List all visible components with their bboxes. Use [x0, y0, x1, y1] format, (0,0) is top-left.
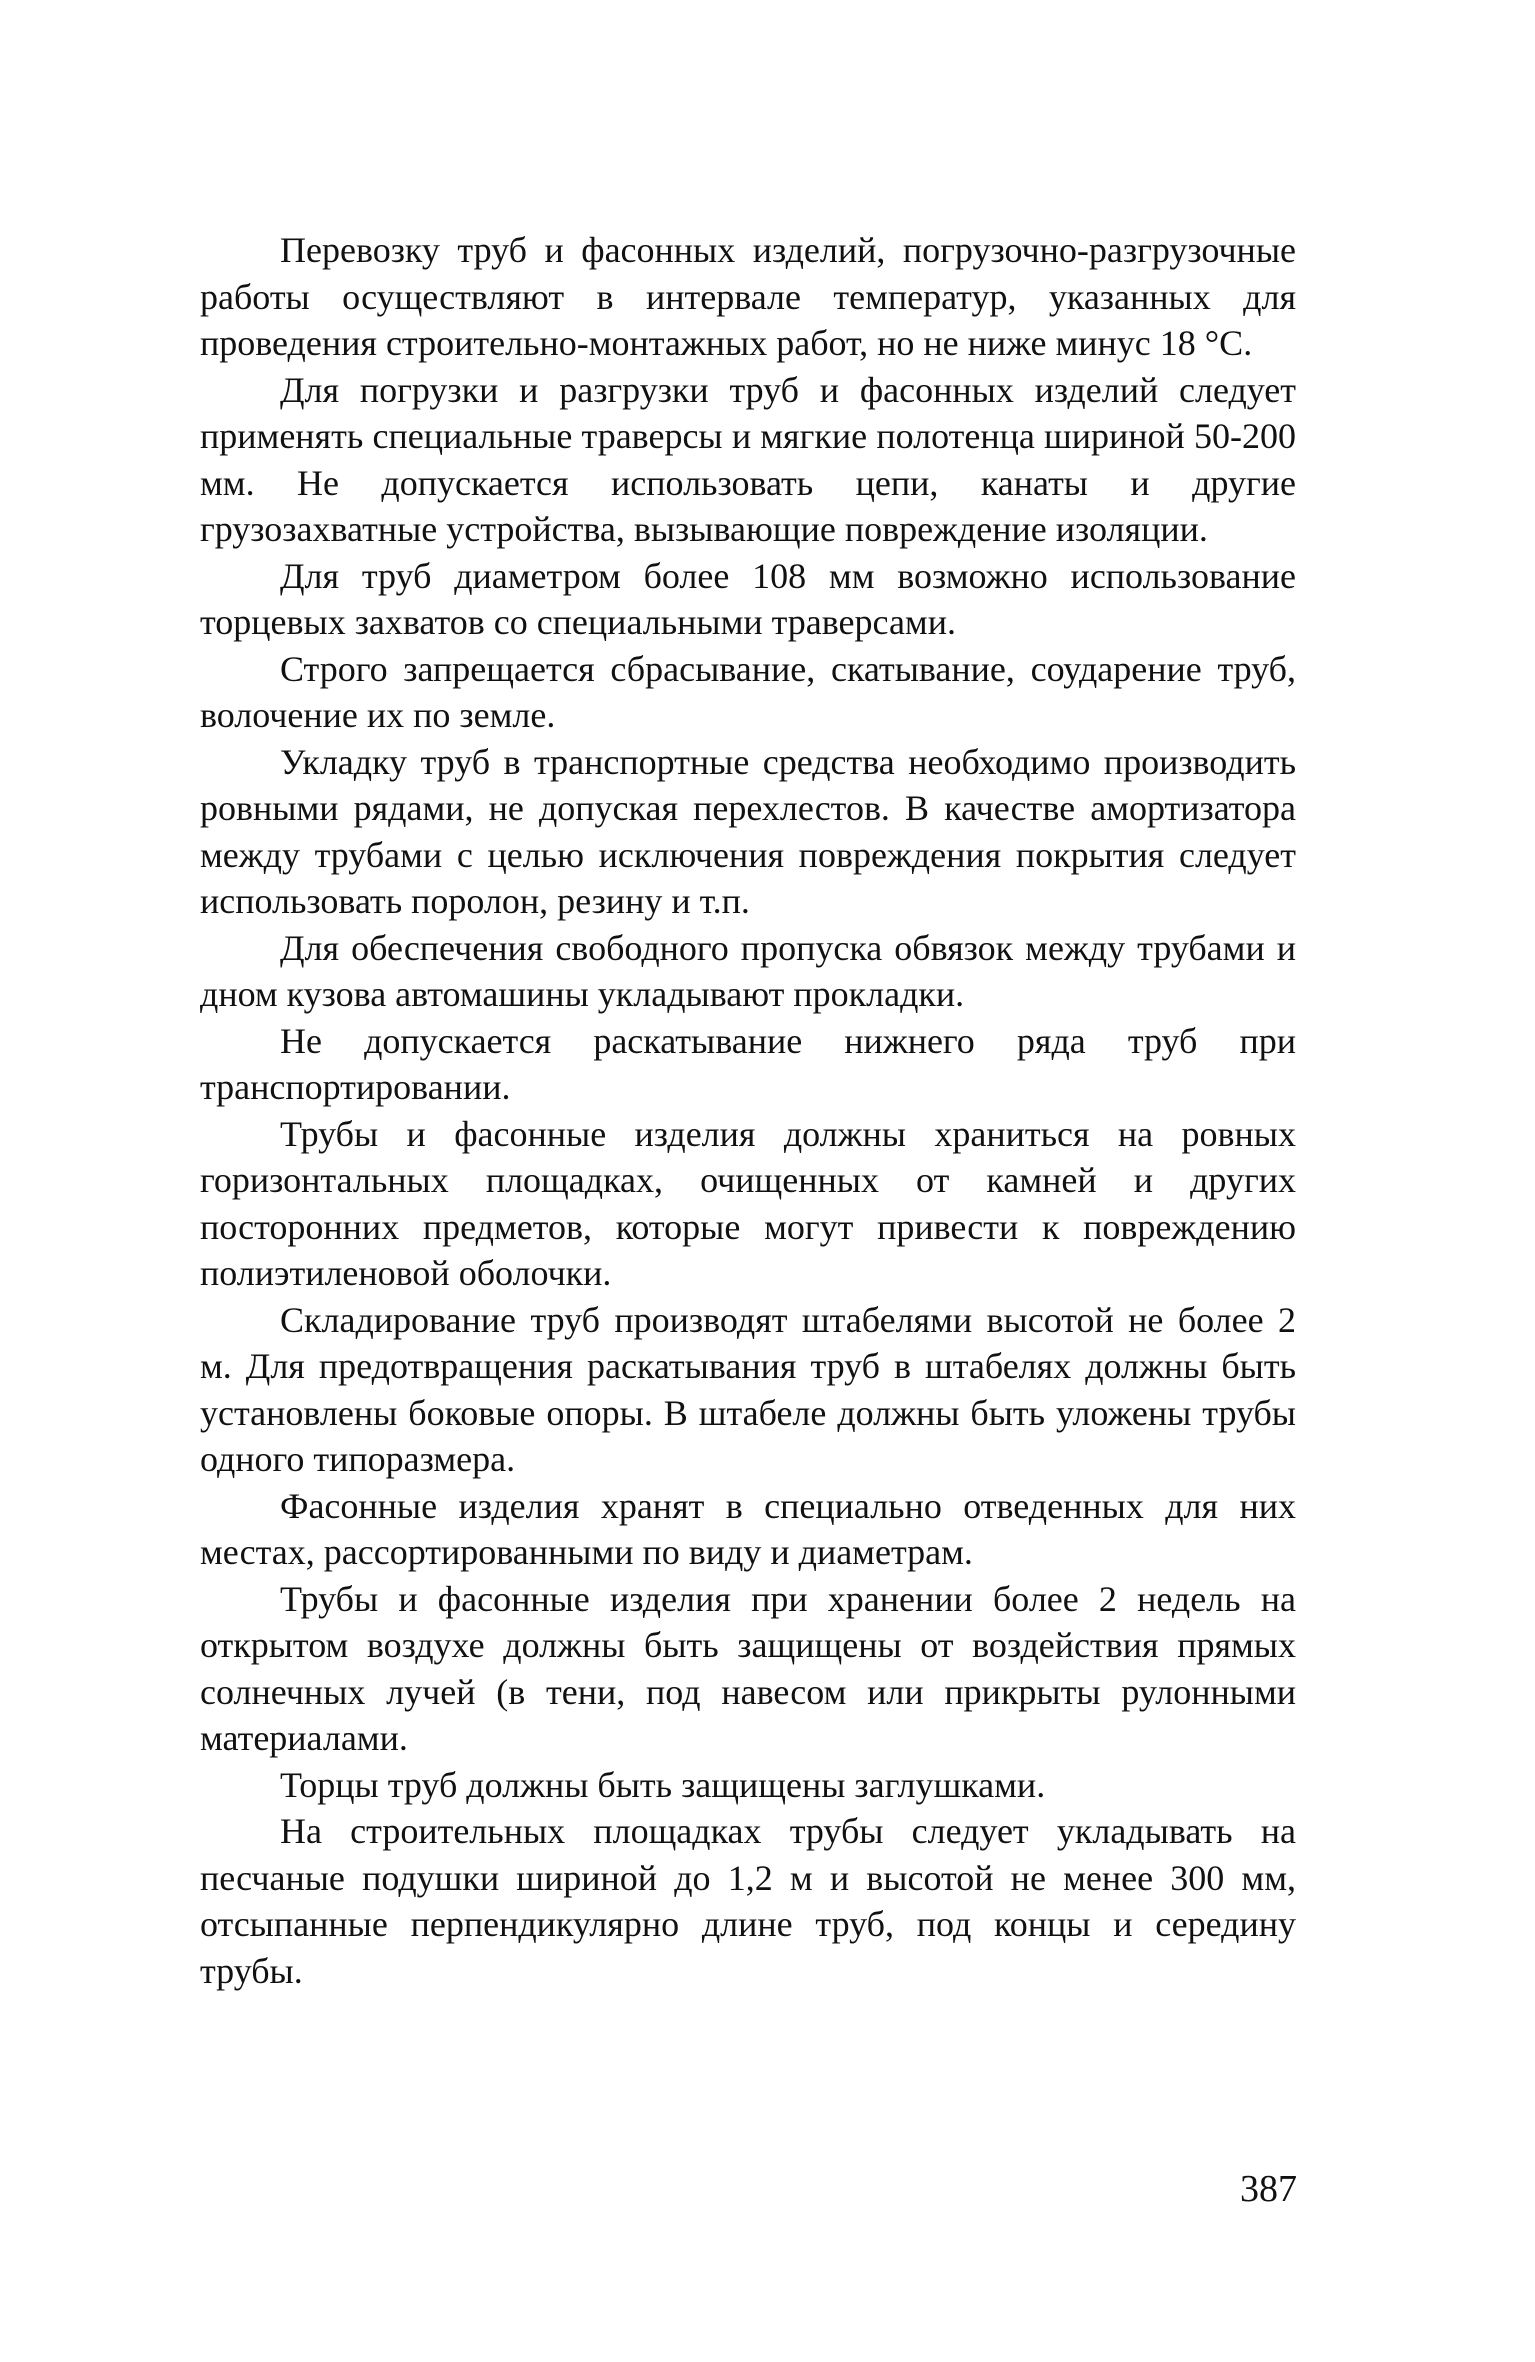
paragraph-loading-equipment: Для погрузки и разгрузки труб и фасонных изделий следует применять специальные траверсы и мягкие полотенца шириной 50-200 мм. Не допускается использовать цепи, канаты и другие грузозахватные устройства, вызывающие повреждение изоляции. [200, 369, 1296, 549]
page-number: 387 [1240, 2168, 1297, 2210]
paragraph-end-grips: Для труб диаметром более 108 мм возможно использование торцевых захватов со специальными траверсами. [200, 555, 1296, 642]
paragraph-sun-protection: Трубы и фасонные изделия при хранении более 2 недель на открытом воздухе должны быть защищены от воздействия прямых солнечных лучей (в тени, под навесом или прикрыты рулонными материалами. [200, 1578, 1296, 1758]
paragraph-transport-conditions: Перевозку труб и фасонных изделий, погрузочно-разгрузочные работы осуществляют в интервале температур, указанных для проведения строительно-монтажных работ, но не ниже минус 18 °С. [200, 230, 1296, 363]
paragraph-vehicle-stacking: Укладку труб в транспортные средства необходимо производить ровными рядами, не допуская перехлестов. В качестве амортизатора между трубами с целью исключения повреждения покрытия следует использовать поролон, резину и т.п. [200, 741, 1296, 921]
paragraph-spacers: Для обеспечения свободного пропуска обвязок между трубами и дном кузова автомашины укладывают прокладки. [200, 927, 1296, 1014]
paragraph-site-laying: На строительных площадках трубы следует укладывать на песчаные подушки шириной до 1,2 м и высотой не менее 300 мм, отсыпанные перпендикулярно длине труб, под концы и середину трубы. [200, 1811, 1296, 1991]
paragraph-end-caps: Торцы труб должны быть защищены заглушками. [280, 1764, 1046, 1805]
paragraph-rolling-prohibition: Не допускается раскатывание нижнего ряда труб при транспортировании. [200, 1020, 1296, 1107]
body-text [200, 227, 1296, 1994]
paragraph-storage-surface: Трубы и фасонные изделия должны храниться на ровных горизонтальных площадках, очищенных от камней и других посторонних предметов, которые могут привести к повреждению полиэтиленовой оболочки. [200, 1113, 1296, 1293]
paragraph-stacking-height: Складирование труб производят штабелями высотой не более 2 м. Для предотвращения раскатывания труб в штабелях должны быть установлены боковые опоры. В штабеле должны быть уложены трубы одного типоразмера. [200, 1299, 1296, 1479]
paragraph-prohibited-handling: Строго запрещается сбрасывание, скатывание, соударение труб, волочение их по земле. [200, 648, 1296, 735]
paragraph-fittings-storage: Фасонные изделия хранят в специально отведенных для них местах, рассортированными по виду и диаметрам. [200, 1485, 1296, 1572]
